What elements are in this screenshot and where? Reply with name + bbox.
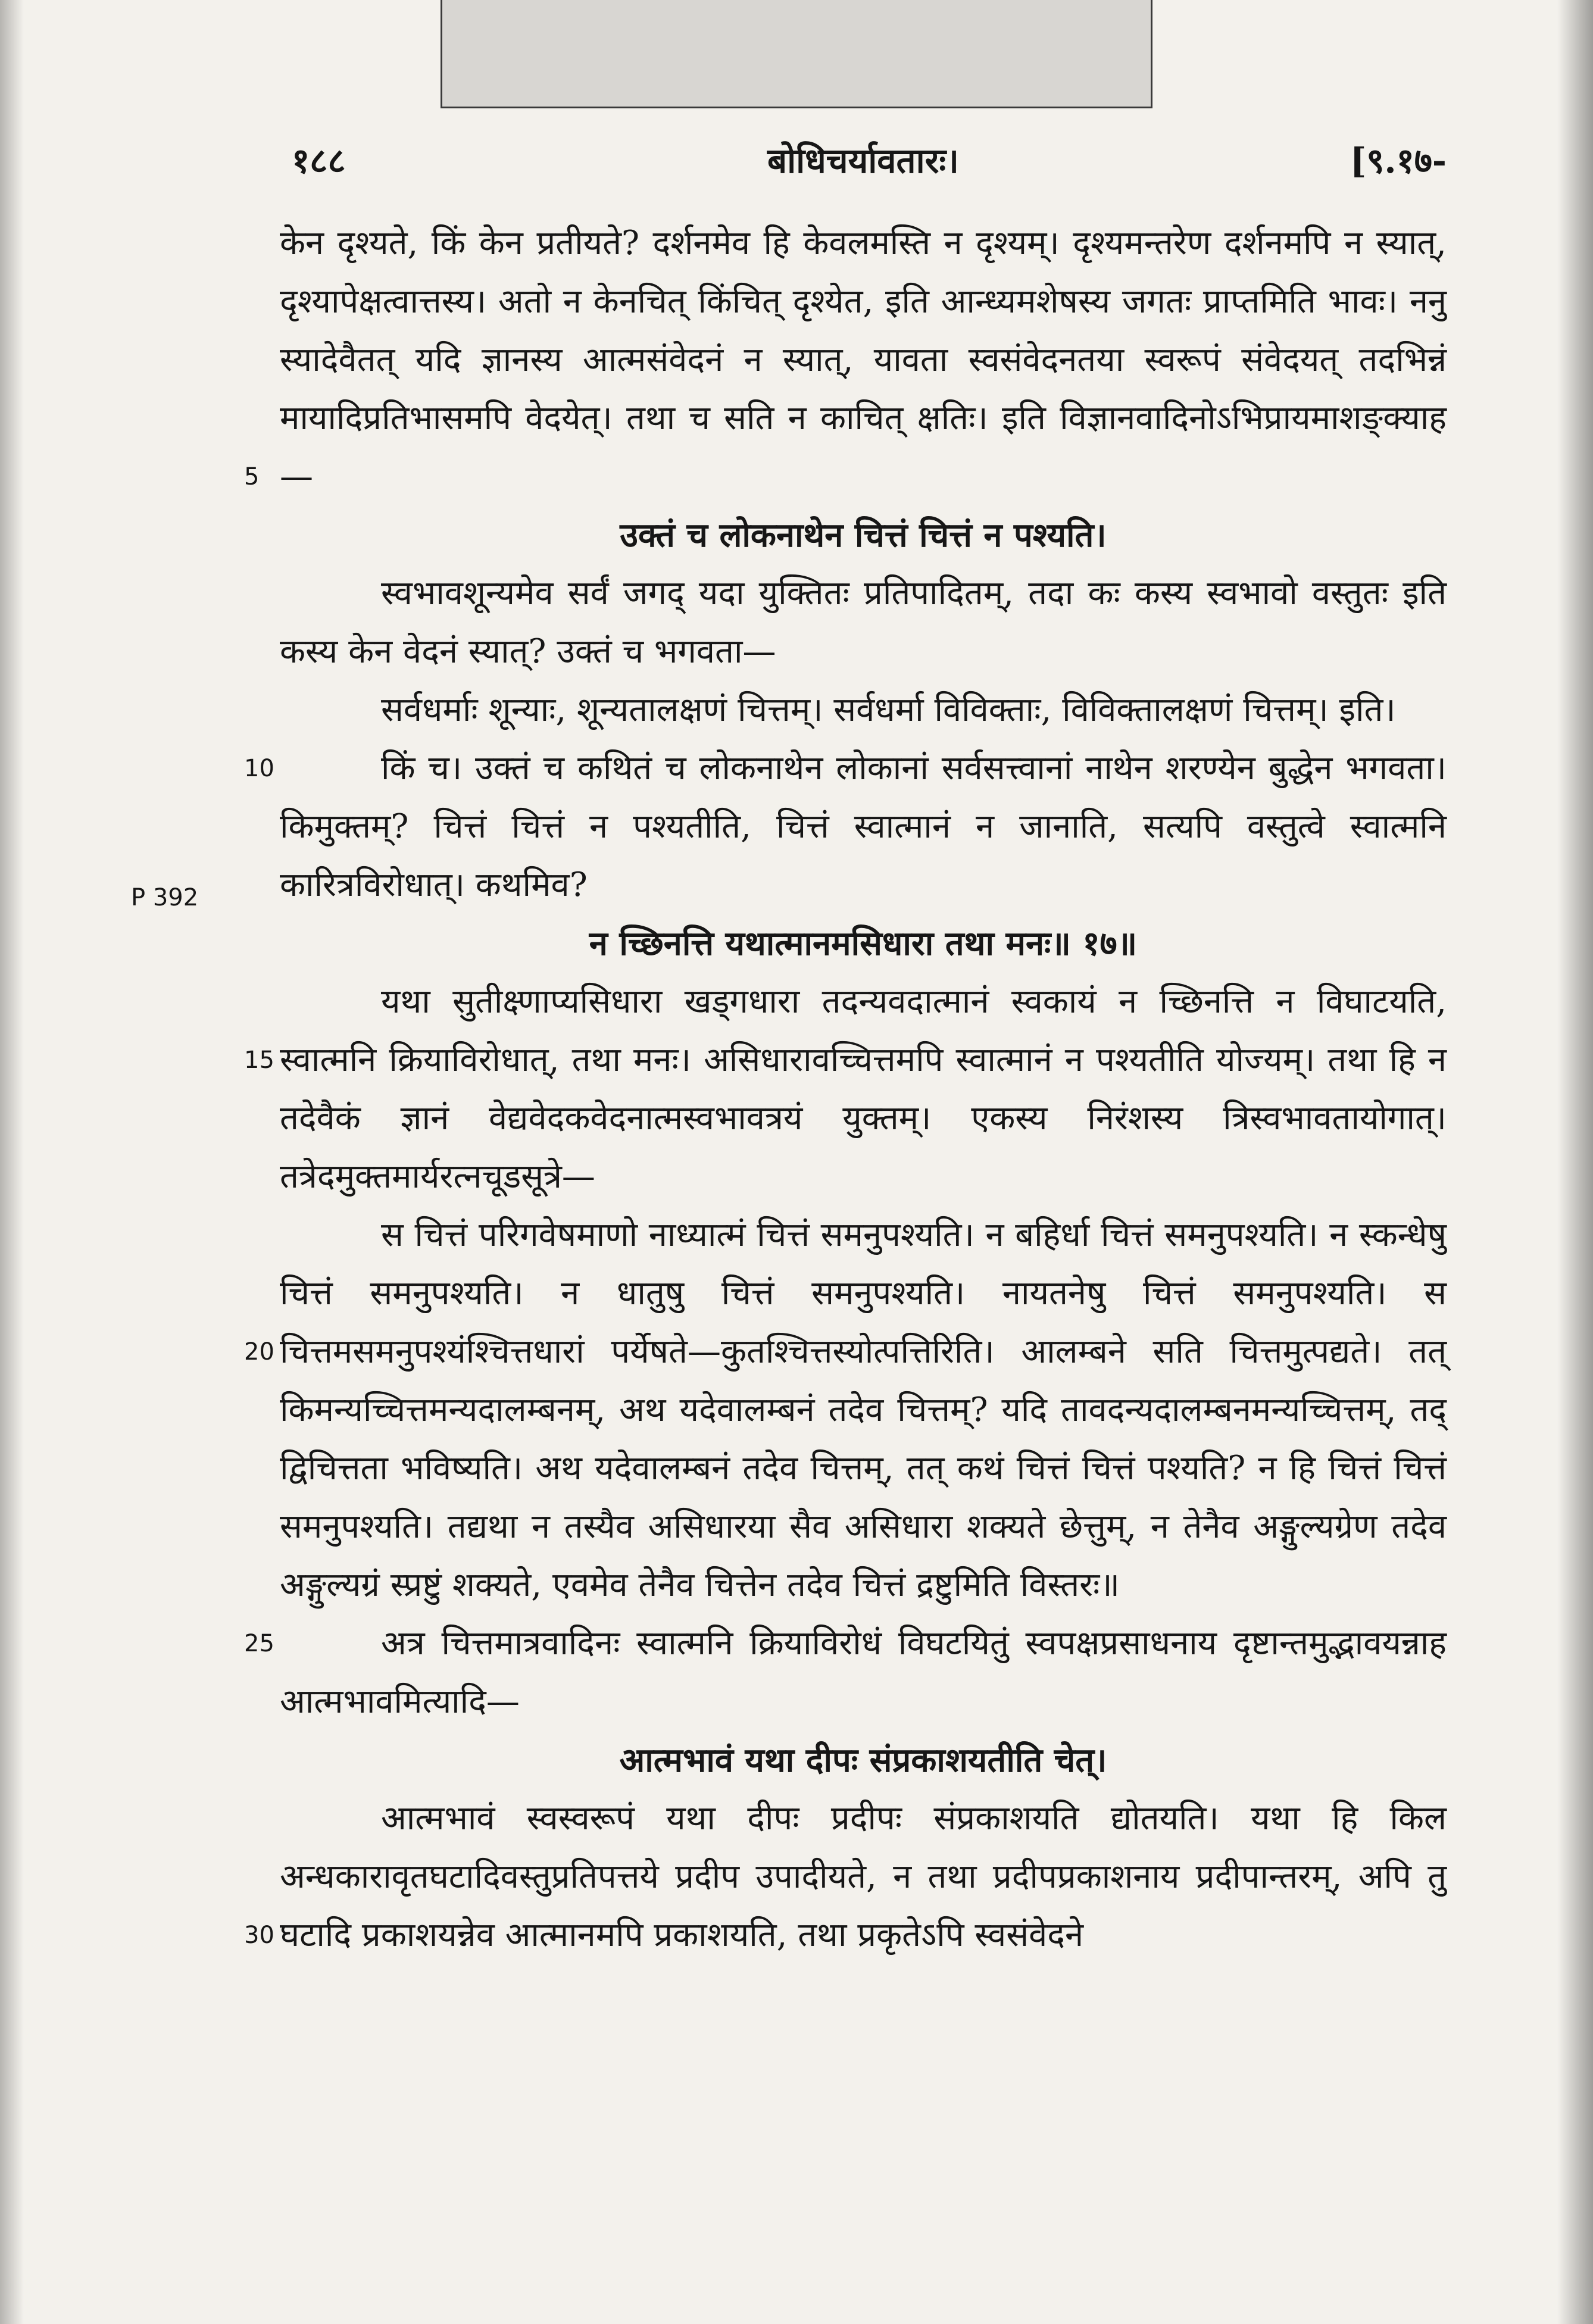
line-number: 20 xyxy=(244,1338,274,1366)
sutra-quotation: स चित्तं परिगवेषमाणो नाध्यात्मं चित्तं समनुपश्यति। न बहिर्धा चित्तं समनुपश्यति। न स्कन्धेषु चित्तं समनुपश्यति। न धातुषु चित्तं समनुपश्यति। नायतनेषु चित्तं समनुपश्यति। स चित्तमसमनुपश्यंश्चित्तधारां पर्येषते—कुतश्चित्तस्योत्पत्तिरिति। आलम्बने सति चित्तमुत्पद्यते। तत् किमन्यच्चित्तमन्यदालम्बनम्, अथ यदेवालम्बनं तदेव चित्तम्? यदि तावदन्यदालम्बनमन्यच्चित्तम्, तद् द्विचित्तता भविष्यति। अथ यदेवालम्बनं तदेव चित्तम्, तत् कथं चित्तं चित्तं पश्यति? न हि चित्तं चित्तं समनुपश्यति। तद्यथा न तस्यैव असिधारया सैव असिधारा शक्यते छेत्तुम्, न तेनैव अङ्गुल्यग्रेण तदेव अङ्गुल्यग्रं स्प्रष्टुं शक्यते, एवमेव तेनैव चित्तेन तदेव चित्तं द्रष्टुमिति विस्तरः॥ xyxy=(280,1216,1447,1604)
commentary-paragraph: स्वभावशून्यमेव सर्वं जगद् यदा युक्तितः प्रतिपादितम्, तदा कः कस्य स्वभावो वस्तुतः इति कस्य केन वेदनं स्यात्? उक्तं च भगवता— xyxy=(280,574,1447,671)
margin-page-ref: P 392 xyxy=(131,884,199,911)
commentary-paragraph: अत्र चित्तमात्रवादिनः स्वात्मनि क्रियाविरोधं विघटयितुं स्वपक्षप्रसाधनाय दृष्टान्तमुद्भावयन्नाह आत्मभावमित्यादि— xyxy=(280,1624,1447,1721)
line-number: 10 xyxy=(244,755,274,782)
running-title: बोधिचर्यावतारः। xyxy=(767,140,960,181)
page-number: १८८ xyxy=(292,140,346,181)
root-verse: उक्तं च लोकनाथेन चित्तं चित्तं न पश्यति। xyxy=(620,516,1107,555)
line-number: 15 xyxy=(244,1047,274,1074)
commentary-paragraph: आत्मभावं स्वस्वरूपं यथा दीपः प्रदीपः संप्रकाशयति द्योतयति। यथा हि किल अन्धकारावृतघटादिवस्तुप्रतिपत्तये प्रदीप उपादीयते, न तथा प्रदीपप्रकाशनाय प्रदीपान्तरम्, अपि तु घटादि प्रकाशयन्नेव आत्मानमपि प्रकाशयति, तथा प्रकृतेऽपि स्वसंवेदने xyxy=(280,1799,1447,1954)
line-number: 5 xyxy=(244,463,260,491)
commentary-paragraph: केन दृश्यते, किं केन प्रतीयते? दर्शनमेव हि केवलमस्ति न दृश्यम्। दृश्यमन्तरेण दर्शनमपि न स्यात्, दृश्यापेक्षत्वात्तस्य। अतो न केनचित् किंचित् दृश्येत, इति आन्ध्यमशेषस्य जगतः प्राप्तमिति भावः। ननु स्यादेवैतत् यदि ज्ञानस्य आत्मसंवेदनं न स्यात्, यावता स्वसंवेदनतया स्वरूपं संवेदयत् तदभिन्नं मायादिप्रतिभासमपि वेदयेत्। तथा च सति न काचित् क्षतिः। इति विज्ञानवादिनोऽभिप्रायमाशङ्क्याह— xyxy=(280,224,1447,496)
line-number: 25 xyxy=(244,1630,274,1657)
page-shadow-right xyxy=(1557,0,1593,2324)
commentary-paragraph: यथा सुतीक्ष्णाप्यसिधारा खड्गधारा तदन्यवदात्मानं स्वकायं न च्छिनत्ति न विघाटयति, स्वात्मनि क्रियाविरोधात्, तथा मनः। असिधारावच्चित्तमपि स्वात्मानं न पश्यतीति योज्यम्। तथा हि न तदेवैकं ज्ञानं वेद्यवेदकवेदनात्मस्वभावत्रयं युक्तम्। एकस्य निरंशस्य त्रिस्वभावतायोगात्। तत्रेदमुक्तमार्यरत्नचूडसूत्रे— xyxy=(280,982,1447,1196)
page-shadow-left xyxy=(0,0,24,2324)
verse-reference: [९.१७- xyxy=(1350,140,1447,181)
root-verse: न च्छिनत्ति यथात्मानमसिधारा तथा मनः॥ १७॥ xyxy=(589,924,1138,963)
body-text xyxy=(244,214,1447,2262)
scan-clip-tab xyxy=(441,0,1152,108)
running-header xyxy=(280,130,1447,195)
quotation-paragraph: सर्वधर्माः शून्याः, शून्यतालक्षणं चित्तम्। सर्वधर्मा विविक्ताः, विविक्तालक्षणं चित्तम्। इति। xyxy=(381,691,1396,729)
line-number: 30 xyxy=(244,1922,274,1949)
commentary-paragraph: किं च। उक्तं च कथितं च लोकनाथेन लोकानां सर्वसत्त्वानां नाथेन शरण्येन बुद्धेन भगवता। किमुक्तम्? चित्तं चित्तं न पश्यतीति, चित्तं स्वात्मानं न जानाति, सत्यपि वस्तुत्वे स्वात्मनि कारित्रविरोधात्। कथमिव? xyxy=(280,749,1447,904)
root-verse: आत्मभावं यथा दीपः संप्रकाशयतीति चेत्। xyxy=(619,1741,1107,1780)
